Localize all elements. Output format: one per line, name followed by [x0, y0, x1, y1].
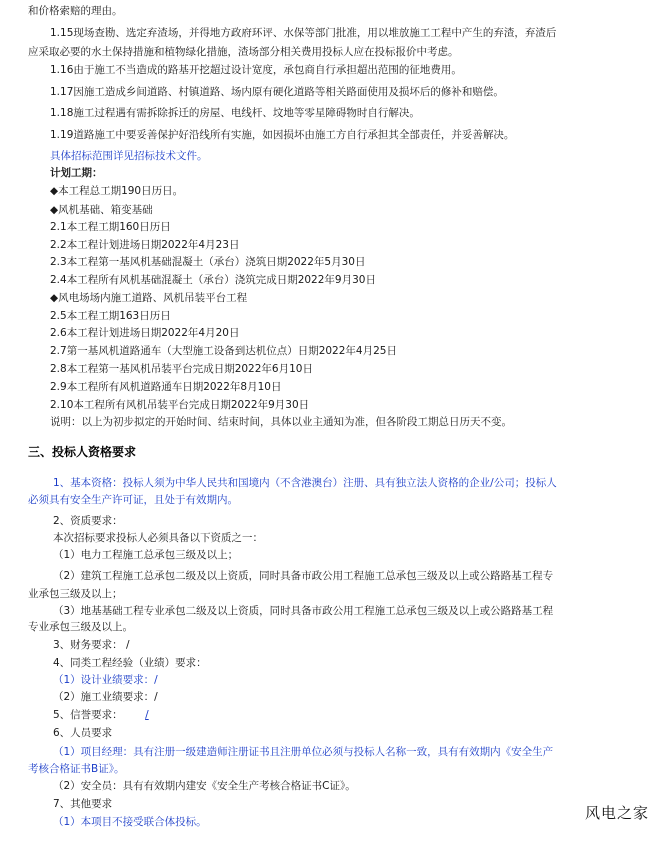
text-line: （2）安全员：具有有效期内建安《安全生产考核合格证书C证》。: [53, 780, 356, 792]
text-line: ◆风机基础、箱变基础: [50, 204, 153, 216]
text-line: 1.18施工过程遇有需拆除拆迁的房屋、电线杆、坟地等零星障碍物时自行解决。: [50, 107, 420, 119]
credit-label: 5、信誉要求：: [53, 709, 123, 721]
text-line: 必须具有安全生产许可证，且处于有效期内。: [28, 494, 238, 506]
text-line: （1）电力工程施工总承包三级及以上；: [53, 549, 239, 561]
text-line: 1.15现场查勘、选定弃渣场，并得地方政府环评、水保等部门批准，用以堆放施工工程中产生的弃渣，弃渣后: [50, 27, 557, 39]
text-line: 2.7第一基风机道路通车（大型施工设备到达机位点）日期2022年4月25日: [50, 345, 397, 357]
text-line: 业承包三级及以上；: [28, 588, 123, 600]
text-line: 2.5本工程工期163日历日: [50, 310, 171, 322]
text-line: 2.4本工程所有风机基础混凝土（承台）浇筑完成日期2022年9月30日: [50, 274, 376, 286]
text-line: 和价格索赔的理由。: [28, 5, 123, 17]
text-line: （2）施工业绩要求：/: [53, 691, 158, 703]
text-line: 2.9本工程所有风机道路通车日期2022年8月10日: [50, 381, 282, 393]
text-line: 2.10本工程所有风机吊装平台完成日期2022年9月30日: [50, 399, 310, 411]
text-line: 6、人员要求: [53, 727, 113, 739]
section-label: 计划工期：: [50, 167, 103, 179]
text-line: 1.17因施工造成乡间道路、村镇道路、场内原有硬化道路等相关路面使用及损坏后的修补和赔偿。: [50, 86, 504, 98]
text-line: （2）建筑工程施工总承包二级及以上资质，同时具备市政公用工程施工总承包三级及以上或公路路基工程专: [53, 570, 554, 582]
text-line: 考核合格证书B证》。: [28, 763, 125, 775]
text-line: 4、同类工程经验（业绩）要求：: [53, 657, 207, 669]
text-line: 2.1本工程工期160日历日: [50, 221, 171, 233]
text-line: 1.19道路施工中要妥善保护好沿线所有实施，如因损坏由施工方自行承担其全部责任，并妥善解决。: [50, 129, 515, 141]
text-line: （3）地基基础工程专业承包二级及以上资质，同时具备市政公用工程施工总承包三级及以上或公路路基工程: [53, 605, 554, 617]
text-line: 2、资质要求：: [53, 515, 123, 527]
watermark-text: 风电之家: [584, 804, 649, 822]
text-line: （1）设计业绩要求：/: [53, 674, 158, 686]
text-line: （1）本项目不接受联合体投标。: [53, 816, 207, 828]
text-line: 2.2本工程计划进场日期2022年4月23日: [50, 239, 240, 251]
text-line: ◆风电场场内施工道路、风机吊装平台工程: [50, 292, 248, 304]
section-heading: 三、投标人资格要求: [28, 445, 137, 459]
text-line: 1.16由于施工不当造成的路基开挖超过设计宽度，承包商自行承担超出范围的征地费用。: [50, 64, 462, 76]
text-line: （1）项目经理：具有注册一级建造师注册证书且注册单位必须与投标人名称一致，具有有效期内《安全生产: [53, 746, 554, 758]
text-line: 2.3本工程第一基风机基础混凝土（承台）浇筑日期2022年5月30日: [50, 256, 366, 268]
text-line: 说明：以上为初步拟定的开始时间、结束时间，具体以业主通知为准，但各阶段工期总日历天不变。: [50, 416, 512, 428]
text-line: 2.6本工程计划进场日期2022年4月20日: [50, 327, 240, 339]
text-line: 具体招标范围详见招标技术文件。: [50, 150, 208, 162]
text-line: 3、财务要求： /: [53, 639, 130, 651]
text-line: [53, 708, 635, 722]
text-line: 1、基本资格：投标人须为中华人民共和国境内（不含港澳台）注册、具有独立法人资格的企业/公司；投标人: [53, 477, 557, 489]
text-line: 7、其他要求: [53, 798, 113, 810]
credit-value: /: [145, 709, 149, 721]
text-line: 2.8本工程第一基风机吊装平台完成日期2022年6月10日: [50, 363, 313, 375]
text-line: ◆本工程总工期190日历日。: [50, 185, 184, 197]
text-line: 应采取必要的水土保持措施和植物绿化措施，渣场部分相关费用投标人应在投标报价中考虑。: [28, 46, 459, 58]
text-line: 本次招标要求投标人必须具备以下资质之一：: [53, 532, 263, 544]
text-line: 专业承包三级及以上。: [28, 621, 133, 633]
